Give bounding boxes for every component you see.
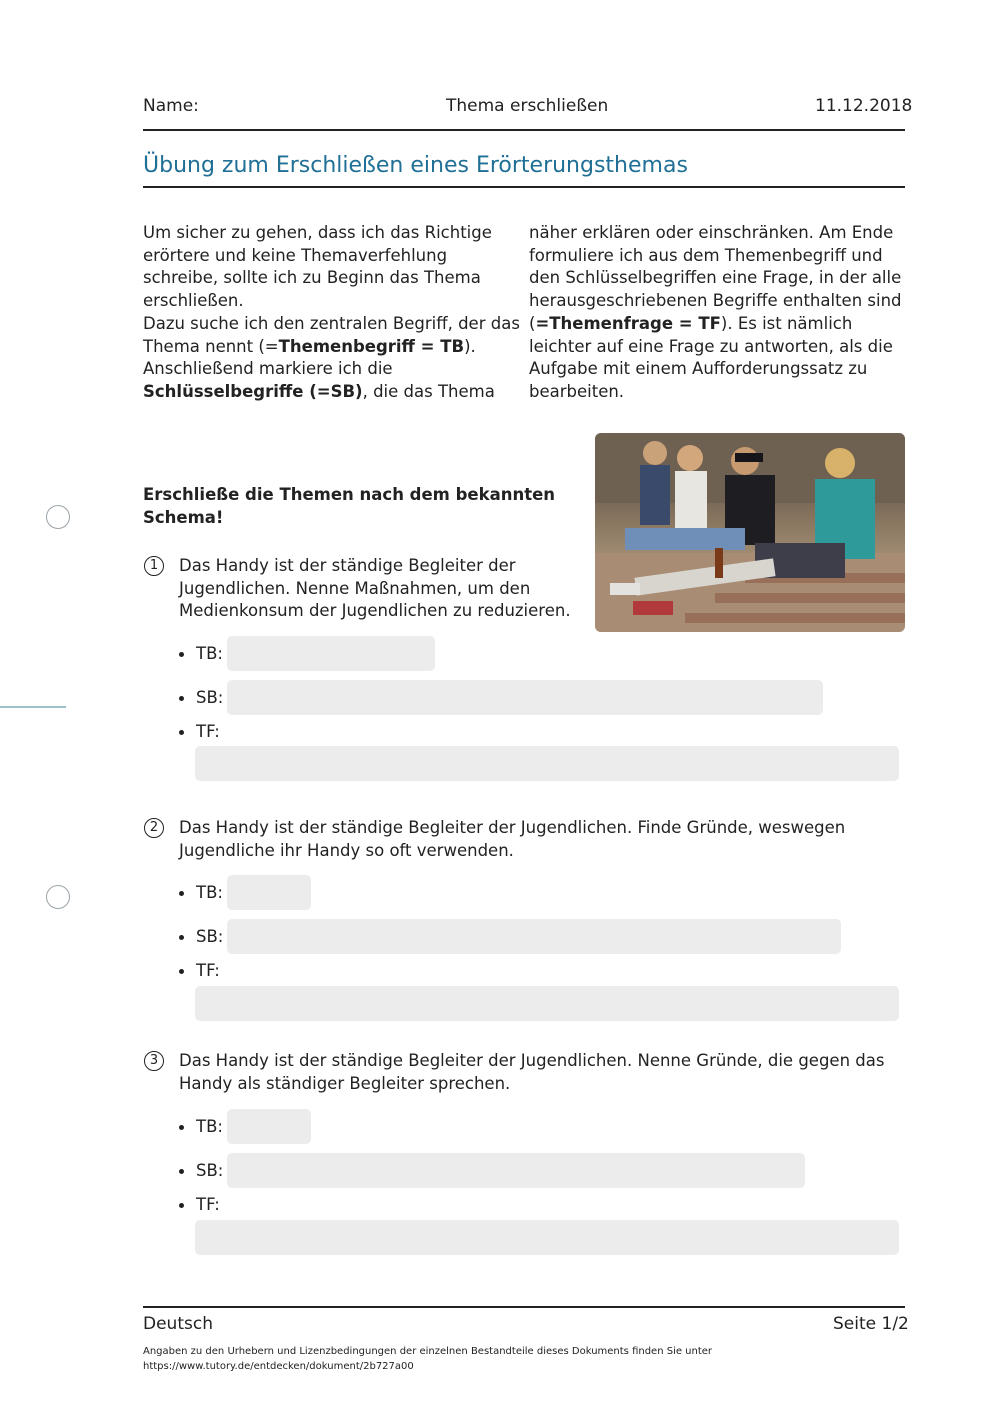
tf-label: TF: <box>196 961 220 980</box>
name-label: Name: <box>143 96 199 116</box>
fold-mark <box>0 706 66 708</box>
intro-text: , die das Thema <box>362 381 495 401</box>
tb-answer-field[interactable] <box>227 636 435 671</box>
bullet <box>179 891 184 896</box>
intro-bold-sb: Schlüsselbegriffe (=SB) <box>143 381 363 401</box>
date: 11.12.2018 <box>815 96 913 116</box>
bullet <box>179 1203 184 1208</box>
sb-label: SB: <box>196 1161 224 1180</box>
title-rule <box>143 186 905 188</box>
footer-rule <box>143 1306 905 1308</box>
license-note <box>143 1344 763 1374</box>
tf-answer-field[interactable] <box>195 986 899 1021</box>
intro-paragraph-1: Um sicher zu gehen, dass ich das Richtige erörtere und keine Themaverfehlung schreibe, sollte ich zu Beginn das Thema erschließen. <box>143 223 492 311</box>
tf-answer-field[interactable] <box>195 1220 899 1255</box>
sb-answer-field[interactable] <box>227 680 823 715</box>
task-text-3: Das Handy ist der ständige Begleiter der Jugendlichen. Nenne Gründe, die gegen das Handy als ständiger Begleiter sprechen. <box>179 1051 885 1093</box>
license-line: Angaben zu den Urhebern und Lizenzbedingungen der einzelnen Bestandteile dieses Dokuments finden Sie unter <box>143 1346 713 1357</box>
tb-answer-field[interactable] <box>227 875 311 910</box>
bullet <box>179 969 184 974</box>
tb-label: TB: <box>196 644 223 663</box>
sb-answer-field[interactable] <box>227 919 841 954</box>
topic-header: Thema erschließen <box>446 96 609 116</box>
page-title: Übung zum Erschließen eines Erörterungsthemas <box>143 153 688 178</box>
bullet <box>179 730 184 735</box>
tb-label: TB: <box>196 1117 223 1136</box>
task-text-1: Das Handy ist der ständige Begleiter der Jugendlichen. Nenne Maßnahmen, um den Medienkonsum der Jugendlichen zu reduzieren. <box>179 556 571 621</box>
intro-bold-tb: Themenbegriff = TB <box>278 336 465 356</box>
intro-paragraph-3 <box>529 222 905 404</box>
task-number-3: 3 <box>144 1051 164 1071</box>
license-url: https://www.tutory.de/entdecken/dokument/2b727a00 <box>143 1361 414 1372</box>
photo-teenagers-with-phones <box>595 433 905 632</box>
task-number-2: 2 <box>144 818 164 838</box>
tf-label: TF: <box>196 1195 220 1214</box>
tf-answer-field[interactable] <box>195 746 899 781</box>
tb-label: TB: <box>196 883 223 902</box>
punch-hole-mark <box>46 505 70 529</box>
intro-paragraph-2 <box>143 313 523 404</box>
task-number-1: 1 <box>144 556 164 576</box>
subject: Deutsch <box>143 1314 213 1334</box>
intro-column-right <box>529 222 905 404</box>
intro-text: Dazu suche ich den zentralen Begriff, der das Thema nennt (= <box>143 313 520 356</box>
sb-label: SB: <box>196 688 224 707</box>
sb-label: SB: <box>196 927 224 946</box>
bullet <box>179 696 184 701</box>
header-rule <box>143 129 905 131</box>
task-text-2: Das Handy ist der ständige Begleiter der Jugendlichen. Finde Gründe, weswegen Jugendliche ihr Handy so oft verwenden. <box>179 818 846 860</box>
bullet <box>179 652 184 657</box>
tf-label: TF: <box>196 722 220 741</box>
sb-answer-field[interactable] <box>227 1153 805 1188</box>
page-number: Seite 1/2 <box>833 1314 909 1334</box>
punch-hole-mark <box>46 885 70 909</box>
task-heading: Erschließe die Themen nach dem bekannten Schema! <box>143 485 556 527</box>
bullet <box>179 935 184 940</box>
tb-answer-field[interactable] <box>227 1109 311 1144</box>
intro-text: näher erklären oder einschränken. Am Ende formuliere ich aus dem Themenbegriff und den Schlüsselbegriffen eine Frage, in der alle herausgeschriebenen Begriffe enthalten sind ( <box>529 223 902 333</box>
intro-text: ). Anschließend markiere ich die <box>143 336 476 379</box>
bullet <box>179 1125 184 1130</box>
intro-text: ). Es ist nämlich leichter auf eine Frage zu antworten, als die Aufgabe mit einem Aufforderungssatz zu bearbeiten. <box>529 313 893 401</box>
bullet <box>179 1169 184 1174</box>
photo-illustration <box>595 433 905 632</box>
intro-bold-tf: =Themenfrage = TF <box>535 313 721 333</box>
intro-column-left <box>143 222 523 404</box>
